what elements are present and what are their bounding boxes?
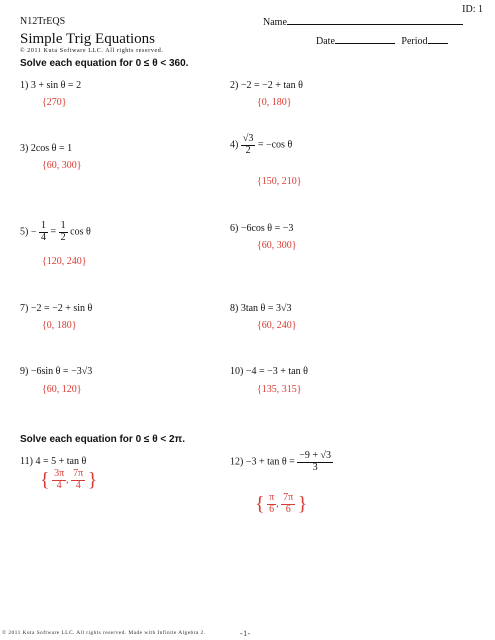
- worksheet-id: ID: 1: [462, 4, 483, 15]
- problem-12: [230, 451, 333, 473]
- answer-1: {270}: [42, 97, 67, 108]
- answer-9: {60, 120}: [42, 384, 82, 395]
- footer-copyright: © 2011 Kuta Software LLC. All rights reserved. Made with Infinite Algebra 2.: [2, 630, 206, 636]
- answer-4: {150, 210}: [257, 176, 302, 187]
- answer-11-comma: ,: [66, 474, 69, 486]
- problem-5: [20, 221, 91, 243]
- problem-2: 2) −2 = −2 + tan θ: [230, 80, 303, 91]
- answer-12-close-brace: }: [297, 493, 308, 515]
- problem-4-numerator: √3: [242, 133, 254, 144]
- problem-5-fraction-right: [59, 221, 68, 243]
- page-title: Simple Trig Equations: [20, 31, 156, 47]
- problem-5-num-right: 1: [60, 220, 66, 231]
- problem-12-numerator: −9 + √3: [299, 450, 332, 461]
- name-blank: [287, 16, 463, 25]
- answer-7: {0, 180}: [42, 320, 77, 331]
- problem-5-number: 5) −: [20, 226, 37, 238]
- problem-5-rhs: cos θ: [70, 226, 91, 238]
- problem-6: 6) −6cos θ = −3: [230, 223, 294, 234]
- problem-12-lhs: 12) −3 + tan θ =: [230, 456, 295, 468]
- answer-5: {120, 240}: [42, 256, 87, 267]
- problem-8: 8) 3tan θ = 3√3: [230, 303, 292, 314]
- problem-3: 3) 2cos θ = 1: [20, 143, 73, 154]
- name-label: Name: [263, 17, 287, 28]
- name-field: [263, 16, 463, 28]
- problem-4-rhs: = −cos θ: [257, 139, 293, 151]
- answer-12-value-1: [267, 493, 276, 515]
- answer-11-num-2: 7π: [73, 468, 84, 479]
- answer-11-close-brace: }: [87, 469, 98, 491]
- problem-5-den-right: 2: [60, 231, 66, 243]
- section-instruction-degrees: Solve each equation for 0 ≤ θ < 360.: [20, 58, 189, 69]
- period-blank: [428, 35, 448, 44]
- problem-10: 10) −4 = −3 + tan θ: [230, 366, 308, 377]
- answer-12-den-2: 6: [285, 503, 291, 515]
- date-blank: [335, 35, 395, 44]
- problem-1: 1) 3 + sin θ = 2: [20, 80, 82, 91]
- answer-12-num-2: 7π: [283, 492, 294, 503]
- answer-12: [255, 493, 307, 515]
- problem-5-den-left: 4: [40, 231, 46, 243]
- section-instruction-radians: Solve each equation for 0 ≤ θ < 2π.: [20, 434, 185, 445]
- answer-10: {135, 315}: [257, 384, 302, 395]
- answer-2: {0, 180}: [257, 97, 292, 108]
- answer-11-num-1: 3π: [54, 468, 65, 479]
- problem-4-fraction: [241, 134, 256, 156]
- answer-3: {60, 300}: [42, 160, 82, 171]
- date-label: Date: [316, 36, 335, 47]
- problem-12-denominator: 3: [312, 461, 318, 473]
- problem-5-equals: =: [50, 226, 57, 238]
- worksheet-code: N12TrEQS: [20, 16, 66, 27]
- period-label: Period: [401, 36, 428, 47]
- answer-11-open-brace: {: [40, 469, 50, 491]
- answer-11: [40, 469, 97, 491]
- answer-12-den-1: 6: [269, 503, 275, 515]
- date-field: [316, 35, 448, 47]
- answer-6: {60, 300}: [257, 240, 297, 251]
- problem-11: 11) 4 = 5 + tan θ: [20, 456, 87, 467]
- answer-11-value-2: [71, 469, 85, 491]
- answer-11-den-1: 4: [56, 479, 62, 491]
- answer-11-den-2: 4: [75, 479, 81, 491]
- problem-4: [230, 134, 292, 156]
- problem-4-number: 4): [230, 139, 239, 151]
- problem-12-fraction: [297, 451, 333, 473]
- problem-4-denominator: 2: [245, 144, 251, 156]
- answer-12-value-2: [281, 493, 295, 515]
- problem-5-fraction-left: [39, 221, 48, 243]
- problem-7: 7) −2 = −2 + sin θ: [20, 303, 93, 314]
- answer-12-open-brace: {: [255, 493, 265, 515]
- copyright: © 2011 Kuta Software LLC. All rights reserved.: [20, 48, 164, 54]
- answer-8: {60, 240}: [257, 320, 297, 331]
- answer-12-comma: ,: [276, 498, 279, 510]
- problem-5-num-left: 1: [40, 220, 46, 231]
- problem-9: 9) −6sin θ = −3√3: [20, 366, 93, 377]
- answer-11-value-1: [52, 469, 66, 491]
- page-number: -1-: [240, 629, 251, 638]
- answer-12-num-1: π: [269, 492, 275, 503]
